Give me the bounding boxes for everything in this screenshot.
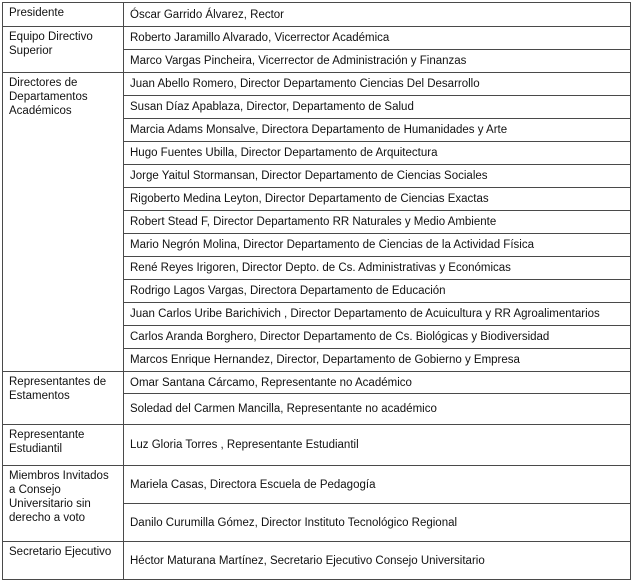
member-cell: Mario Negrón Molina, Director Departamento de Ciencias de la Actividad Física: [124, 234, 631, 257]
member-cell: Omar Santana Cárcamo, Representante no Académico: [124, 372, 631, 394]
member-cell: Héctor Maturana Martínez, Secretario Ejecutivo Consejo Universitario: [124, 542, 631, 580]
member-cell: Soledad del Carmen Mancilla, Representante no académico: [124, 394, 631, 425]
role-cell: Secretario Ejecutivo: [3, 542, 124, 580]
member-cell: Roberto Jaramillo Alvarado, Vicerrector Académica: [124, 27, 631, 50]
member-cell: Luz Gloria Torres , Representante Estudiantil: [124, 425, 631, 466]
table-row: [3, 372, 631, 394]
member-cell: Rigoberto Medina Leyton, Director Departamento de Ciencias Exactas: [124, 188, 631, 211]
role-cell: Presidente: [3, 3, 124, 27]
member-cell: Juan Carlos Uribe Barichivich , Director Departamento de Acuicultura y RR Agroalimentarios: [124, 303, 631, 326]
table-row: [3, 466, 631, 504]
table-row: [3, 27, 631, 50]
role-cell: Miembros Invitados a Consejo Universitario sin derecho a voto: [3, 466, 124, 542]
member-cell: Danilo Curumilla Gómez, Director Instituto Tecnológico Regional: [124, 504, 631, 542]
role-cell: Representante Estudiantil: [3, 425, 124, 466]
member-cell: Marcia Adams Monsalve, Directora Departamento de Humanidades y Arte: [124, 119, 631, 142]
member-cell: Marcos Enrique Hernandez, Director, Departamento de Gobierno y Empresa: [124, 349, 631, 372]
member-cell: Juan Abello Romero, Director Departamento Ciencias Del Desarrollo: [124, 73, 631, 96]
member-cell: Marco Vargas Pincheira, Vicerrector de Administración y Finanzas: [124, 50, 631, 73]
table-row: [3, 425, 631, 466]
table-row: [3, 73, 631, 96]
role-cell: Directores de Departamentos Académicos: [3, 73, 124, 372]
member-cell: Rodrigo Lagos Vargas, Directora Departamento de Educación: [124, 280, 631, 303]
member-cell: Robert Stead F, Director Departamento RR Naturales y Medio Ambiente: [124, 211, 631, 234]
council-members-table: [2, 2, 631, 580]
member-cell: Jorge Yaitul Stormansan, Director Departamento de Ciencias Sociales: [124, 165, 631, 188]
role-cell: Representantes de Estamentos: [3, 372, 124, 425]
table-row: [3, 542, 631, 580]
member-cell: Susan Díaz Apablaza, Director, Departamento de Salud: [124, 96, 631, 119]
member-cell: Carlos Aranda Borghero, Director Departamento de Cs. Biológicas y Biodiversidad: [124, 326, 631, 349]
table-row: [3, 3, 631, 27]
member-cell: Hugo Fuentes Ubilla, Director Departamento de Arquitectura: [124, 142, 631, 165]
member-cell: René Reyes Irigoren, Director Depto. de Cs. Administrativas y Económicas: [124, 257, 631, 280]
member-cell: Óscar Garrido Álvarez, Rector: [124, 3, 631, 27]
role-cell: Equipo Directivo Superior: [3, 27, 124, 73]
member-cell: Mariela Casas, Directora Escuela de Pedagogía: [124, 466, 631, 504]
